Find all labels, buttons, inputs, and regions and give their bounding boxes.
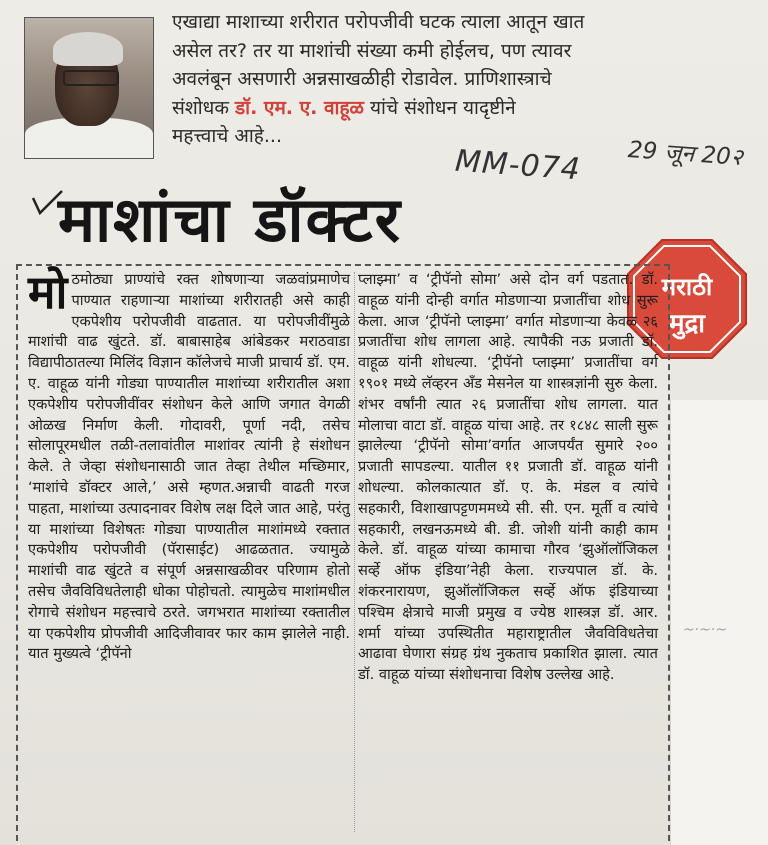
handwritten-code: MM-074 xyxy=(453,143,582,188)
handwritten-date: 29 जून 20२ xyxy=(627,137,744,171)
adjacent-paper xyxy=(670,400,768,845)
column-text: प्लाझ्मा’ व ‘ट्रीपॅनो सोमा’ असे दोन वर्ग पडतात. डॉ. वाहूळ यांनी दोन्ही वर्गात मोडणाऱ्या प्रजातींचा शोध सुरू केला. आज ‘ट्रीपॅनो प्लाझ्मा’ वर्गात मोडणाऱ्या केवळ २६ प्रजातींचा शोध लागला आहे. त्यापैकी नऊ प्रजाती डॉ. वाहूळ यांनी शोधल्या. ‘ट्रीपॅनो प्लाझ्मा’ प्रजातींचा वर्ग १९०१ मध्ये लॅव्हरन अँड मेसनेल या शास्त्रज्ञांनी सुरु केला. शंभर वर्षांनी त्यात २६ प्रजातींचा शोध लागला. यात मोलाचा वाटा डॉ. वाहूळ यांचा आहे. तर १८४८ साली सुरू झालेल्या ‘ट्रीपॅनो सोमा’वर्गात आजपर्यंत सुमारे २०० प्रजाती सापडल्या. यातील ११ प्रजाती डॉ. वाहूळ यांनी शोधल्या. कोलकात्यात डॉ. ए. के. मंडल व त्यांचे सहकारी, विशाखापट्टणममध्ये सी. सी. एन. मूर्ती व त्यांचे सहकारी, लखनऊमध्ये बी. डी. जोशी यांनी काही काम केले. डॉ. वाहूळ यांच्या कामाचा गौरव ‘झुऑलॉजिकल सर्व्हे ऑफ इंडिया’नेही केला. राज्यपाल डॉ. के. शंकरनारायण, झुऑलॉजिकल सर्व्हे ऑफ इंडियाच्या पश्चिम क्षेत्राचे माजी प्रमुख व ज्येष्ठ शास्त्रज्ञ डॉ. आर. शर्मा यांच्या उपस्थितीत महाराष्ट्रातील जैवविविधतेचा आढावा घेणारा संग्रह ग्रंथ नुकताच प्रकाशित झाला. त्यात डॉ. वाहूळ यांच्या संशोधनाचा विशेष उल्लेख आहे. xyxy=(358,271,658,684)
article-column-1 xyxy=(28,265,350,665)
author-name: डॉ. एम. ए. वाहूळ xyxy=(235,96,364,119)
author-photo xyxy=(24,17,154,159)
lead-line: असेल तर? तर या माशांची संख्या कमी होईलच, पण त्यावर xyxy=(172,39,572,62)
faint-scribble: ~·~·~ xyxy=(683,622,728,638)
lead-line: अवलंबून असणारी अन्नसाखळीही रोडावेल. प्राणिशास्त्राचे xyxy=(172,68,552,90)
stamp-line1: मराठी xyxy=(661,273,713,301)
lead-line: महत्त्वाचे आहे... xyxy=(172,125,283,147)
lead-line: संशोधक डॉ. एम. ए. वाहूळ यांचे संशोधन यादृष्टीने xyxy=(172,96,516,119)
column-text: ठमोठ्या प्राण्यांचे रक्त शोषणाऱ्या जळवांप्रमाणेच पाण्यात राहणाऱ्या माशांच्या शरीरातही असे काही एकपेशीय परोपजीवी वाढतात. या परोपजीवींमुळे माशांची वाढ खुंटते. डॉ. बाबासाहेब आंबेडकर मराठवाडा विद्यापीठातल्या मिलिंद विज्ञान कॉलेजचे माजी प्राचार्य डॉ. एम. ए. वाहूळ यांनी गोड्या पाण्यातील माशांच्या शरीरातील अशा एकपेशीय परोपजीवींवर संशोधन केले आणि जगात वेगळी ओळख निर्माण केली. गोदावरी, पूर्णा नदी, तसेच सोलापूरमधील तळी-तलावांतील माशांवर त्यांनी हे संशोधन केले. ते जेव्हा संशोधनासाठी जात तेव्हा तेथील मच्छिमार, ‘माशांचे डॉक्टर आले,’ असे म्हणत.अन्नाची वाढती गरज पाहता, माशांच्या उत्पादनावर विशेष लक्ष दिले जात आहे, परंतु या माशांच्या विशेषतः गोड्या पाण्यातील माशांमध्ये रक्तात एकपेशीय परोपजीवी (पॅरासाईट) आढळतात. ज्यामुळे माशांची वाढ खुंटते व संपूर्ण अन्नसाखळीवर परिणाम होतो तसेच जैवविविधतेलाही धोका पोहोचतो. त्यामुळेच माशांमधील रोगाचे संशोधन महत्त्वाचे ठरते. जगभरात माशांच्या रक्तातील या एकपेशीय प्रोपजीवी आदिजीवावर फार काम झालेले नाही. यात मुख्यत्वे ‘ट्रीपॅनो xyxy=(28,271,350,663)
article-column-2 xyxy=(358,270,658,686)
column-divider xyxy=(354,272,355,832)
lead-paragraph xyxy=(172,8,752,151)
stamp-line2: मुद्रा xyxy=(668,309,706,339)
drop-cap: मो xyxy=(28,265,68,319)
lead-line: एखाद्या माशाच्या शरीरात परोपजीवी घटक त्याला आतून खात xyxy=(172,11,585,33)
headline: माशांचा डॉक्टर xyxy=(58,183,402,256)
